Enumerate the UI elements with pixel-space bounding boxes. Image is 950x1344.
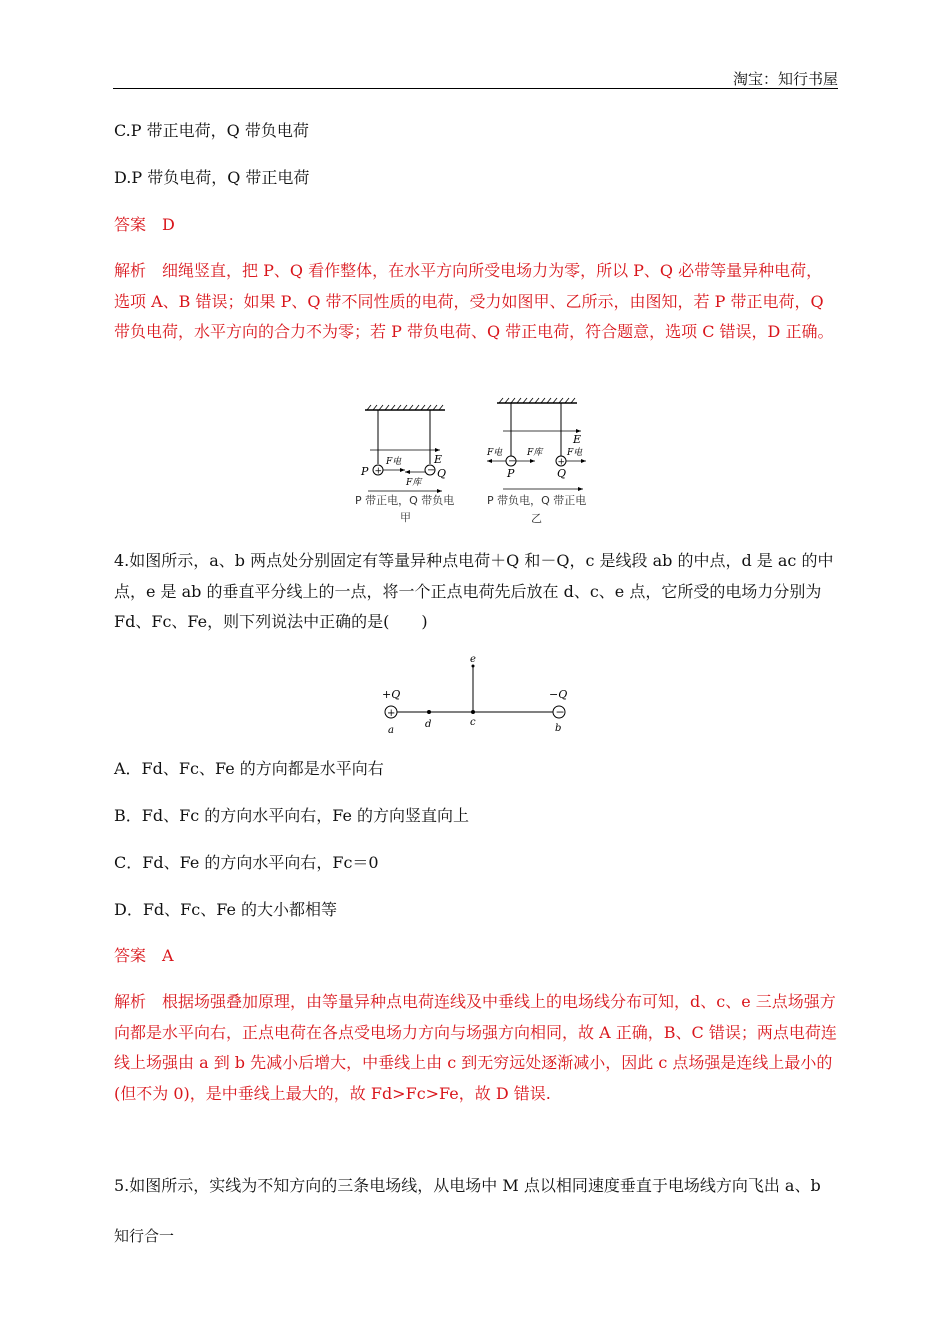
q4-option-c: C．Fd、Fe 的方向水平向右，Fc＝0	[114, 853, 379, 872]
q4-option-b: B．Fd、Fc 的方向水平向右，Fe 的方向竖直向上	[114, 806, 470, 825]
yi-e-label: E	[573, 433, 582, 446]
q4-answer	[114, 941, 838, 972]
figure-jia	[350, 400, 475, 525]
q4-option-d: D．Fd、Fc、Fe 的大小都相等	[114, 900, 338, 919]
plus-q-label: +Q	[382, 688, 401, 701]
yi-q-label: Q	[557, 467, 567, 480]
svg-text:+: +	[374, 466, 383, 477]
page-header	[113, 66, 838, 89]
point-e-label: e	[470, 654, 476, 665]
q3-option-c: C.P 带正电荷，Q 带负电荷	[114, 121, 309, 140]
analysis-text: 根据场强叠加原理，由等量异种点电荷连线及中垂线上的电场线分布可知，d、c、e 三点场强方向都是水平向右，正点电荷在各点受电场力方向与场强方向相同，故 A 正确，B、C 错误；两点电荷连线上场强由 a 到 b 先减小后增大，中垂线上由 c 到无穷远处逐渐减小，因此 c 点场强是连线上最小的(但不为 0)，是中垂线上最大的，故 Fd>Fc>Fe，故 D 错误.	[114, 992, 837, 1103]
answer-label: 答案	[114, 215, 147, 234]
jia-name: 甲	[400, 511, 411, 524]
svg-text:+: +	[557, 457, 566, 468]
point-c-label: c	[470, 717, 476, 728]
q4-option-a: A．Fd、Fc、Fe 的方向都是水平向右	[114, 759, 384, 778]
svg-text:+: +	[387, 708, 396, 719]
jia-f-ku: F库	[406, 478, 422, 488]
q5-stem: 5.如图所示，实线为不知方向的三条电场线，从电场中 M 点以相同速度垂直于电场线方向飞出 a、b	[114, 1176, 821, 1195]
yi-f-dian-left: F电	[487, 448, 503, 458]
svg-text:−: −	[508, 456, 517, 467]
yi-p-label: P	[507, 467, 515, 480]
minus-q-label: −Q	[549, 688, 568, 701]
q4-stem: 4.如图所示，a、b 两点处分别固定有等量异种点电荷＋Q 和－Q，c 是线段 ab 的中点，d 是 ac 的中点，e 是 ab 的垂直平分线上的一点，将一个正点电荷先后放在 d、c、e 点，它所受的电场力分别为 Fd、Fc、Fe，则下列说法中正确的是( )	[114, 551, 834, 631]
jia-q-label: Q	[437, 467, 447, 480]
svg-text:−: −	[555, 705, 565, 719]
figure-yi	[483, 393, 608, 528]
analysis-label: 解析	[114, 992, 147, 1011]
q3-answer	[114, 210, 838, 241]
page-footer: 知行合一	[114, 1227, 175, 1245]
point-b-label: b	[555, 723, 562, 734]
analysis-text: 细绳竖直，把 P、Q 看作整体，在水平方向所受电场力为零，所以 P、Q 必带等量异种电荷，选项 A、B 错误；如果 P、Q 带不同性质的电荷，受力如图甲、乙所示，由图知，若 P 带正电荷，Q 带负电荷，水平方向的合力不为零；若 P 带负电荷、Q 带正电荷，符合题意，选项 C 错误，D 正确。	[114, 261, 834, 341]
point-d-label: d	[425, 719, 432, 730]
yi-caption: P 带负电，Q 带正电	[487, 494, 587, 507]
point-a-label: a	[388, 725, 394, 736]
yi-name: 乙	[531, 512, 542, 525]
jia-e-label: E	[434, 453, 443, 466]
answer-value: A	[162, 946, 174, 965]
header-text: 淘宝：知行书屋	[732, 70, 838, 88]
analysis-label: 解析	[114, 261, 147, 280]
q3-option-d: D.P 带负电荷，Q 带正电荷	[114, 168, 310, 187]
figure-q4	[375, 650, 575, 740]
q4-analysis	[114, 987, 838, 1109]
jia-caption: P 带正电，Q 带负电	[355, 494, 455, 507]
answer-value: D	[162, 215, 175, 234]
answer-label: 答案	[114, 946, 147, 965]
q3-analysis	[114, 256, 838, 348]
svg-text:−: −	[427, 465, 436, 476]
jia-p-label: P	[361, 465, 369, 478]
yi-f-ku: F库	[527, 448, 543, 458]
yi-f-dian-right: F电	[567, 448, 583, 458]
jia-f-dian: F电	[386, 457, 402, 467]
